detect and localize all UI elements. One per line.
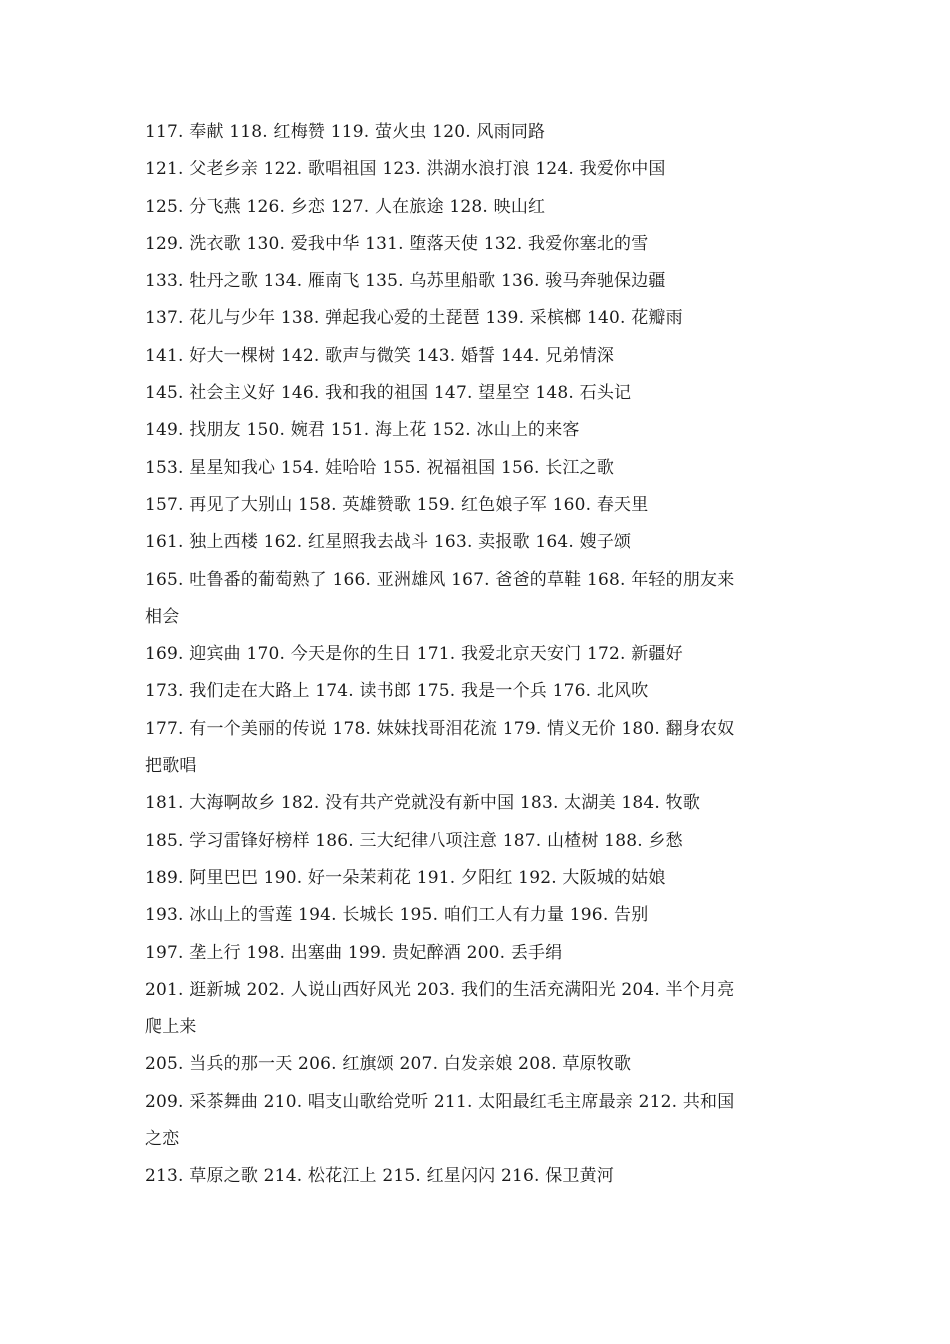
- song-list: [145, 114, 815, 1196]
- list-line: 117. 奉献 118. 红梅赞 119. 萤火虫 120. 风雨同路: [145, 122, 546, 142]
- list-line: 133. 牡丹之歌 134. 雁南飞 135. 乌苏里船歌 136. 骏马奔驰保边疆: [145, 271, 666, 292]
- list-line: 185. 学习雷锋好榜样 186. 三大纪律八项注意 187. 山楂树 188. 乡愁: [145, 830, 683, 851]
- list-line: 209. 采茶舞曲 210. 唱支山歌给党听 211. 太阳最红毛主席最亲 212. 共和国: [145, 1091, 735, 1112]
- list-line-continuation: 相会: [145, 606, 180, 627]
- list-line: 137. 花儿与少年 138. 弹起我心爱的土琵琶 139. 采槟榔 140. 花瓣雨: [145, 308, 683, 329]
- list-line: 149. 找朋友 150. 婉君 151. 海上花 152. 冰山上的来客: [145, 420, 580, 441]
- list-line: 141. 好大一棵树 142. 歌声与微笑 143. 婚誓 144. 兄弟情深: [145, 345, 615, 366]
- list-line: 121. 父老乡亲 122. 歌唱祖国 123. 洪湖水浪打浪 124. 我爱你中国: [145, 159, 666, 180]
- list-line: 157. 再见了大别山 158. 英雄赞歌 159. 红色娘子军 160. 春天里: [145, 494, 649, 515]
- list-line: 145. 社会主义好 146. 我和我的祖国 147. 望星空 148. 石头记: [145, 383, 632, 404]
- list-line: 129. 洗衣歌 130. 爱我中华 131. 堕落天使 132. 我爱你塞北的雪: [145, 233, 649, 254]
- list-line: 125. 分飞燕 126. 乡恋 127. 人在旅途 128. 映山红: [145, 196, 546, 217]
- list-line: 181. 大海啊故乡 182. 没有共产党就没有新中国 183. 太湖美 184. 牧歌: [145, 793, 701, 814]
- list-line: 153. 星星知我心 154. 娃哈哈 155. 祝福祖国 156. 长江之歌: [145, 457, 615, 478]
- list-line: 165. 吐鲁番的葡萄熟了 166. 亚洲雄风 167. 爸爸的草鞋 168. 年轻的朋友来: [145, 569, 735, 590]
- list-line: 213. 草原之歌 214. 松花江上 215. 红星闪闪 216. 保卫黄河: [145, 1166, 615, 1187]
- list-line-continuation: 爬上来: [145, 1017, 197, 1038]
- list-line: 169. 迎宾曲 170. 今天是你的生日 171. 我爱北京天安门 172. 新疆好: [145, 644, 683, 665]
- list-line: 197. 垄上行 198. 出塞曲 199. 贵妃醉酒 200. 丢手绢: [145, 942, 563, 963]
- list-line-continuation: 之恋: [145, 1129, 180, 1150]
- list-line: 205. 当兵的那一天 206. 红旗颂 207. 白发亲娘 208. 草原牧歌: [145, 1054, 632, 1075]
- list-line: 173. 我们走在大路上 174. 读书郎 175. 我是一个兵 176. 北风吹: [145, 681, 649, 702]
- list-line: 193. 冰山上的雪莲 194. 长城长 195. 咱们工人有力量 196. 告别: [145, 905, 649, 926]
- list-line-continuation: 把歌唱: [145, 756, 197, 777]
- list-line: 189. 阿里巴巴 190. 好一朵茉莉花 191. 夕阳红 192. 大阪城的姑娘: [145, 867, 666, 888]
- list-line: 177. 有一个美丽的传说 178. 妹妹找哥泪花流 179. 情义无价 180. 翻身农奴: [145, 718, 735, 739]
- list-line: 161. 独上西楼 162. 红星照我去战斗 163. 卖报歌 164. 嫂子颂: [145, 532, 632, 553]
- list-line: 201. 逛新城 202. 人说山西好风光 203. 我们的生活充满阳光 204. 半个月亮: [145, 979, 735, 1000]
